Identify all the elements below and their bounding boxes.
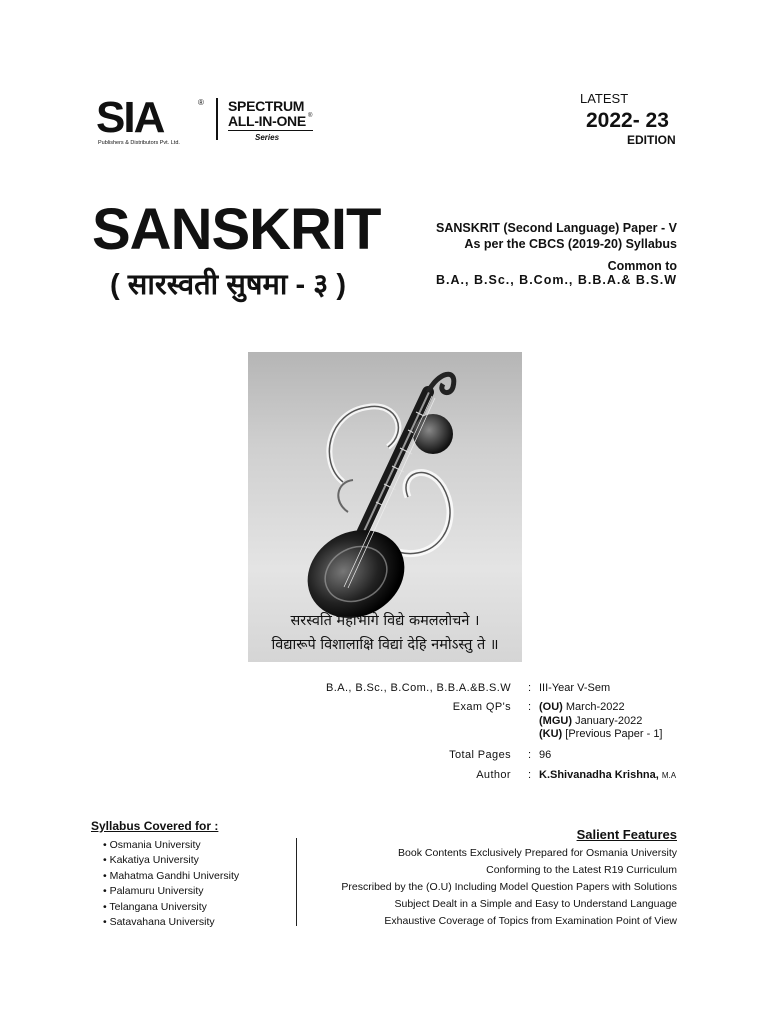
info-colon: :	[528, 769, 532, 781]
paper-line: SANSKRIT (Second Language) Paper - V	[435, 221, 677, 235]
book-subtitle: ( सारस्वती सुषमा - ३ )	[110, 269, 346, 301]
common-to-line: Common to	[607, 259, 677, 273]
registered-mark: ®	[198, 98, 204, 107]
syllabus-line: As per the CBCS (2019-20) Syllabus	[464, 237, 677, 251]
series-line-1: SPECTRUM	[228, 98, 305, 114]
salient-item: Subject Dealt in a Simple and Easy to Understand Language	[394, 898, 677, 910]
series-label: Series	[255, 133, 280, 142]
exam-ku-value: [Previous Paper - 1]	[565, 728, 663, 740]
shloka-line-2: विद्यारूपे विशालाक्षि विद्यां देहि नमोऽस्तु ते ॥	[271, 637, 499, 653]
author-name: K.Shivanadha Krishna,	[539, 769, 659, 781]
courses-value: III-Year V-Sem	[539, 682, 611, 694]
syllabus-title: Syllabus Covered for :	[91, 819, 219, 833]
exam-mgu-row	[539, 714, 642, 728]
salient-item: Exhaustive Coverage of Topics from Examination Point of View	[384, 915, 677, 927]
edition-label: EDITION	[627, 133, 676, 147]
sia-brand-text: SIA	[96, 93, 164, 142]
pages-value: 96	[539, 749, 552, 761]
exam-mgu-value: January-2022	[575, 715, 643, 727]
exam-ku-tag: (KU)	[539, 728, 563, 740]
edition-year: 2022- 23	[586, 109, 669, 132]
courses-label: B.A., B.Sc., B.Com., B.B.A.&B.S.W	[326, 682, 511, 694]
logo-divider	[216, 98, 218, 140]
syllabus-item: • Satavahana University	[103, 916, 215, 928]
author-degree: M.A	[661, 771, 677, 780]
syllabus-item: • Kakatiya University	[103, 854, 199, 866]
publisher-logo	[96, 93, 326, 148]
syllabus-item: • Palamuru University	[103, 885, 204, 897]
syllabus-item: • Osmania University	[103, 839, 201, 851]
exam-ou-row	[539, 700, 625, 714]
syllabus-item: • Mahatma Gandhi University	[103, 870, 240, 882]
salient-item: Book Contents Exclusively Prepared for Osmania University	[398, 847, 677, 859]
syllabus-item: • Telangana University	[103, 901, 207, 913]
salient-item: Conforming to the Latest R19 Curriculum	[486, 864, 677, 876]
author-value	[539, 768, 676, 783]
courses-line: B.A., B.Sc., B.Com., B.B.A.& B.S.W	[436, 273, 677, 287]
salient-item: Prescribed by the (O.U) Including Model Question Papers with Solutions	[341, 881, 677, 893]
salient-title: Salient Features	[576, 827, 677, 842]
section-divider	[296, 838, 297, 926]
veena-cover-image	[248, 352, 522, 662]
shloka-line-1: सरस्वति महाभागे विद्ये कमललोचने ।	[290, 613, 480, 629]
pages-label: Total Pages	[449, 749, 511, 761]
series-underline	[228, 130, 313, 131]
publisher-line: Publishers & Distributors Pvt. Ltd.	[98, 140, 180, 146]
exam-ku-row	[539, 727, 663, 741]
latest-label: LATEST	[580, 91, 629, 106]
exam-ou-value: March-2022	[565, 701, 625, 713]
series-line-2: ALL-IN-ONE	[228, 113, 306, 129]
book-title: SANSKRIT	[92, 197, 381, 262]
info-colon: :	[528, 682, 532, 694]
exam-label: Exam QP's	[452, 701, 511, 713]
author-label: Author	[476, 769, 511, 781]
info-colon: :	[528, 701, 532, 713]
exam-ou-tag: (OU)	[539, 701, 563, 713]
exam-mgu-tag: (MGU)	[539, 715, 572, 727]
series-registered-mark: ®	[308, 113, 313, 119]
info-colon: :	[528, 749, 532, 761]
